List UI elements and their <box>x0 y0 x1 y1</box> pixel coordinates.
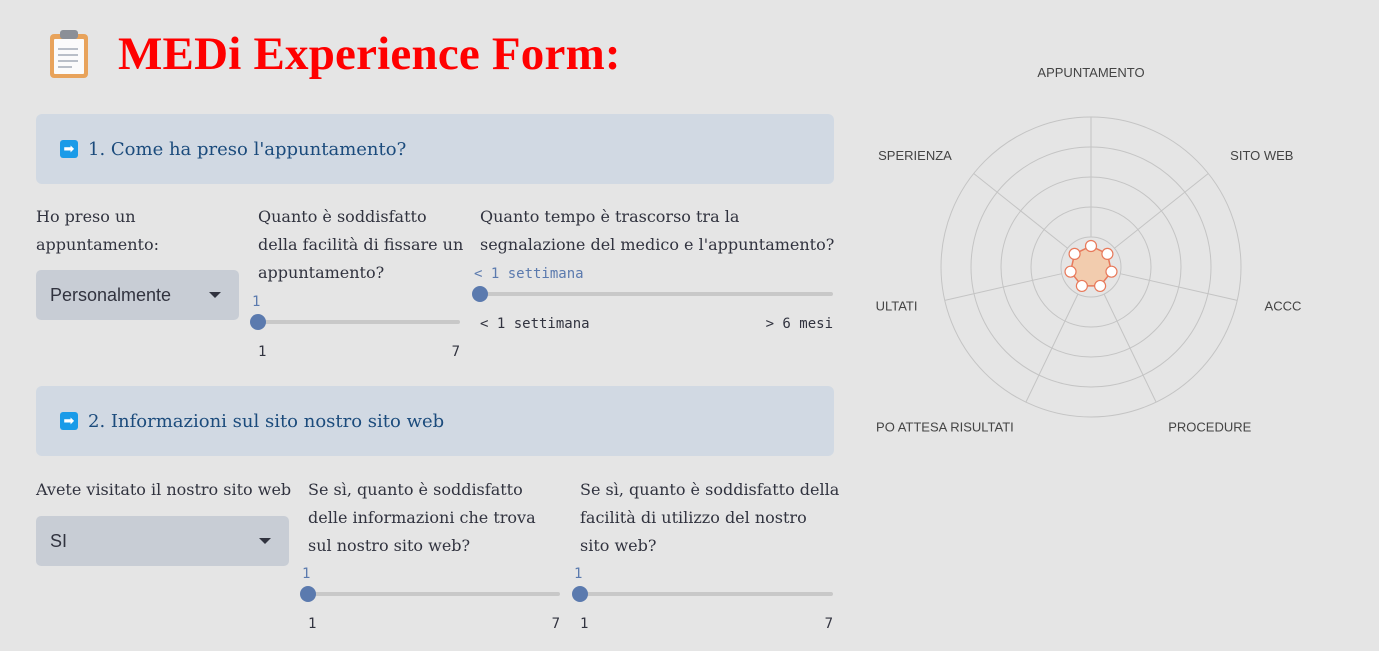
radar-axis-label: SITO WEB <box>1230 148 1294 164</box>
select-value: SI <box>50 530 68 551</box>
appointment-method-select[interactable] <box>36 270 239 320</box>
clipboard-icon <box>48 28 90 80</box>
radar-axis-label: ACCC <box>1264 298 1302 314</box>
radar-axis-label: ULTATI <box>875 298 918 314</box>
website-info-label: Se sì, quanto è soddisfatto delle informazioni che trova sul nostro sito web? <box>308 480 536 555</box>
slider-min-label: 1 <box>308 616 317 632</box>
arrow-right-icon: ➡ <box>60 412 78 430</box>
radar-axis-label: PROCEDURE <box>1168 419 1252 435</box>
slider-current-value: 1 <box>302 566 311 582</box>
referral-time-slider[interactable] <box>474 266 833 336</box>
slider-current-value: < 1 settimana <box>474 266 584 282</box>
slider-min-label: 1 <box>258 344 267 360</box>
radar-point <box>1076 280 1087 291</box>
select-value: Personalmente <box>50 284 172 305</box>
radar-point <box>1065 266 1076 277</box>
slider-max-label: 7 <box>551 616 560 632</box>
radar-spoke <box>945 274 1062 301</box>
page-title: MEDi Experience Form: <box>118 28 621 80</box>
referral-time-label: Quanto tempo è trascorso tra la segnalazione del medico e l'appuntamento? <box>480 207 835 254</box>
slider-handle[interactable] <box>472 286 488 302</box>
radar-spoke <box>1120 274 1237 301</box>
radar-axis-label: APPUNTAMENTO <box>1037 65 1145 80</box>
arrow-right-icon: ➡ <box>60 140 78 158</box>
slider-max-label: > 6 mesi <box>765 316 833 332</box>
radar-chart <box>862 60 1322 480</box>
radar-spoke <box>1026 294 1078 402</box>
radar-point <box>1095 280 1106 291</box>
slider-max-label: 7 <box>451 344 460 360</box>
section-header-appointment[interactable] <box>36 114 834 184</box>
slider-min-label: < 1 settimana <box>480 316 590 332</box>
section-header-website[interactable] <box>36 386 834 456</box>
appointment-method-label: Ho preso un appuntamento: <box>36 207 159 254</box>
page-header <box>48 22 621 86</box>
website-usability-slider[interactable] <box>574 566 833 636</box>
website-visited-label: Avete visitato il nostro sito web <box>36 480 292 499</box>
website-usability-label: Se sì, quanto è soddisfatto della facilità di utilizzo del nostro sito web? <box>580 480 840 555</box>
slider-max-label: 7 <box>824 616 833 632</box>
slider-current-value: 1 <box>252 294 261 310</box>
slider-handle[interactable] <box>250 314 266 330</box>
website-visited-select[interactable] <box>36 516 289 566</box>
radar-axis-label: SPERIENZA <box>878 148 952 164</box>
slider-track[interactable] <box>480 292 833 296</box>
slider-min-label: 1 <box>580 616 589 632</box>
radar-axis-label: PO ATTESA RISULTATI <box>876 419 1014 435</box>
radar-point <box>1102 248 1113 259</box>
radar-point <box>1069 248 1080 259</box>
slider-current-value: 1 <box>574 566 583 582</box>
section-title: 1. Come ha preso l'appuntamento? <box>88 138 407 160</box>
radar-point <box>1086 241 1097 252</box>
section-title: 2. Informazioni sul sito nostro sito web <box>88 410 445 432</box>
caret-down-icon <box>209 292 221 298</box>
appointment-ease-label: Quanto è soddisfatto della facilità di fissare un appuntamento? <box>258 207 464 282</box>
slider-track[interactable] <box>308 592 560 596</box>
radar-point <box>1106 266 1117 277</box>
website-info-slider[interactable] <box>302 566 560 636</box>
radar-spoke <box>1104 294 1156 402</box>
appointment-ease-slider[interactable] <box>252 294 460 364</box>
caret-down-icon <box>259 538 271 544</box>
radar-chart-svg <box>862 60 1322 480</box>
slider-track[interactable] <box>258 320 460 324</box>
slider-track[interactable] <box>580 592 833 596</box>
slider-handle[interactable] <box>572 586 588 602</box>
slider-handle[interactable] <box>300 586 316 602</box>
